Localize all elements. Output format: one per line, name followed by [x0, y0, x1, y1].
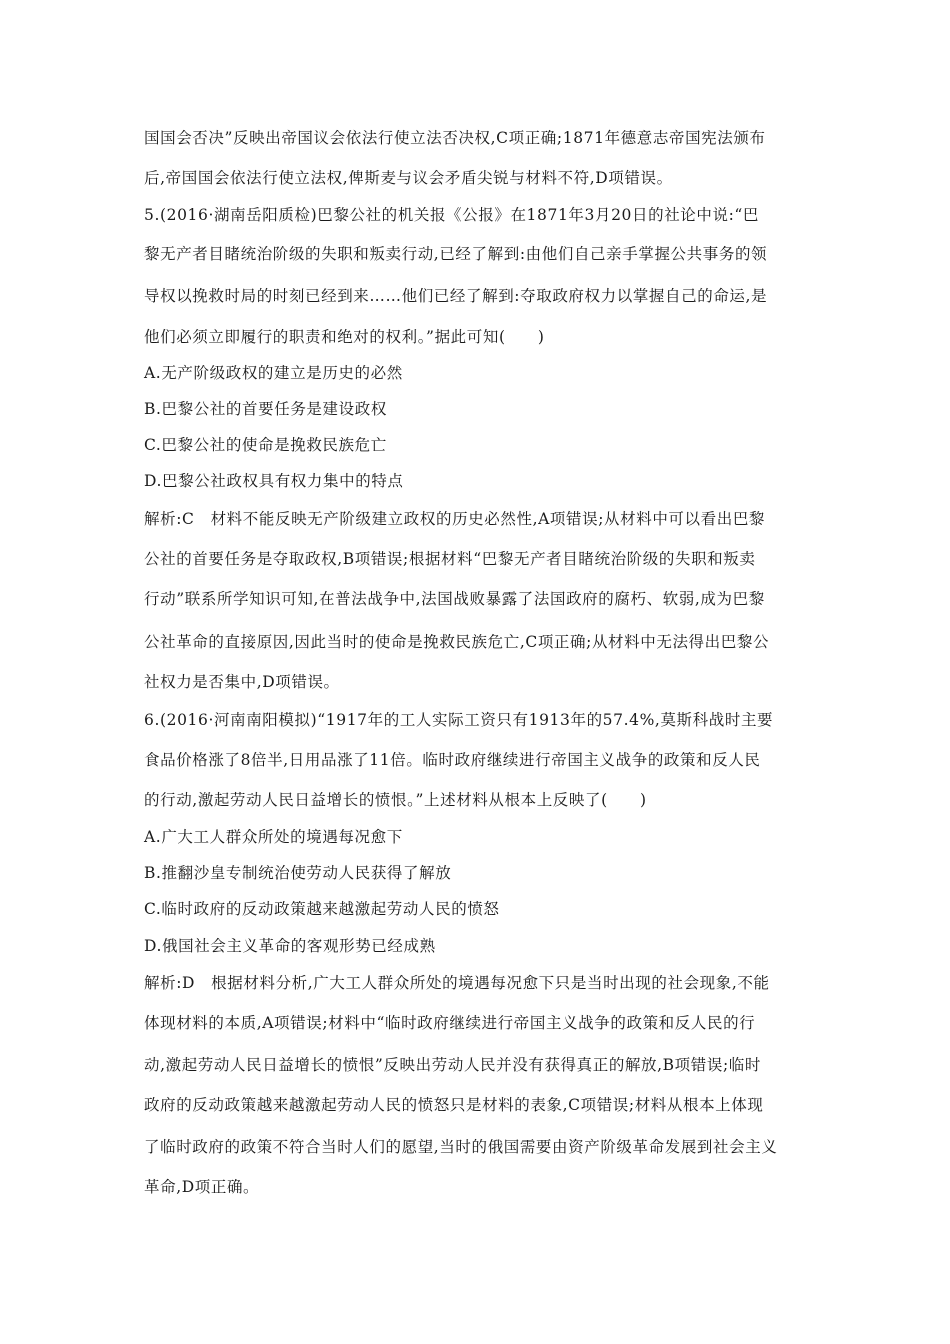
- question-5-option-b: B.巴黎公社的首要任务是建设政权: [144, 400, 387, 418]
- question-5-analysis-line-3: 行动”联系所学知识可知,在普法战争中,法国战败暴露了法国政府的腐朽、软弱,成为巴黎: [144, 590, 765, 608]
- question-5-option-d: D.巴黎公社政权具有权力集中的特点: [144, 472, 404, 490]
- question-6-option-a: A.广大工人群众所处的境遇每况愈下: [144, 828, 403, 846]
- question-5-analysis-line-5: 社权力是否集中,D项错误。: [144, 673, 340, 691]
- question-5-analysis-line-2: 公社的首要任务是夺取政权,B项错误;根据材料“巴黎无产者目睹统治阶级的失职和叛卖: [144, 550, 756, 568]
- question-5-line-3: 导权以挽救时局的时刻已经到来……他们已经了解到:夺取政府权力以掌握自己的命运,是: [144, 287, 768, 305]
- question-5-line-4: 他们必须立即履行的职责和绝对的权利。”据此可知( ): [144, 328, 545, 346]
- question-5-analysis-line-4: 公社革命的直接原因,因此当时的使命是挽救民族危亡,C项正确;从材料中无法得出巴黎公: [144, 633, 770, 651]
- question-6-line-1: 6.(2016·河南南阳模拟)“1917年的工人实际工资只有1913年的57.4%,莫斯科战时主要: [144, 711, 774, 729]
- answer-4-analysis-line-1: 国国会否决”反映出帝国议会依法行使立法否决权,C项正确;1871年德意志帝国宪法颁布: [144, 129, 766, 147]
- question-6-line-3: 的行动,激起劳动人民日益增长的愤恨。”上述材料从根本上反映了( ): [144, 791, 647, 809]
- question-6-analysis-line-4: 政府的反动政策越来越激起劳动人民的愤怒只是材料的表象,C项错误;材料从根本上体现: [144, 1096, 764, 1114]
- question-6-line-2: 食品价格涨了8倍半,日用品涨了11倍。临时政府继续进行帝国主义战争的政策和反人民: [144, 751, 761, 769]
- question-5-option-a: A.无产阶级政权的建立是历史的必然: [144, 364, 403, 382]
- question-5-option-c: C.巴黎公社的使命是挽救民族危亡: [144, 436, 387, 454]
- question-6-analysis-line-5: 了临时政府的政策不符合当时人们的愿望,当时的俄国需要由资产阶级革命发展到社会主义: [144, 1138, 778, 1156]
- question-6-option-b: B.推翻沙皇专制统治使劳动人民获得了解放: [144, 864, 452, 882]
- question-6-analysis-line-3: 动,激起劳动人民日益增长的愤恨”反映出劳动人民并没有获得真正的解放,B项错误;临时: [144, 1056, 761, 1074]
- question-5-line-2: 黎无产者目睹统治阶级的失职和叛卖行动,已经了解到:由他们自己亲手掌握公共事务的领: [144, 245, 768, 263]
- question-6-analysis-line-2: 体现材料的本质,A项错误;材料中“临时政府继续进行帝国主义战争的政策和反人民的行: [144, 1014, 756, 1032]
- question-6-analysis-line-6: 革命,D项正确。: [144, 1178, 260, 1196]
- answer-4-analysis-line-2: 后,帝国国会依法行使立法权,俾斯麦与议会矛盾尖锐与材料不符,D项错误。: [144, 169, 673, 187]
- question-5-line-1: 5.(2016·湖南岳阳质检)巴黎公社的机关报《公报》在1871年3月20日的社论中说:“巴: [144, 206, 760, 224]
- question-5-analysis-line-1: 解析:C 材料不能反映无产阶级建立政权的历史必然性,A项错误;从材料中可以看出巴黎: [144, 510, 766, 528]
- question-6-option-c: C.临时政府的反动政策越来越激起劳动人民的愤怒: [144, 900, 500, 918]
- question-6-analysis-line-1: 解析:D 根据材料分析,广大工人群众所处的境遇每况愈下只是当时出现的社会现象,不能: [144, 974, 770, 992]
- question-6-option-d: D.俄国社会主义革命的客观形势已经成熟: [144, 937, 436, 955]
